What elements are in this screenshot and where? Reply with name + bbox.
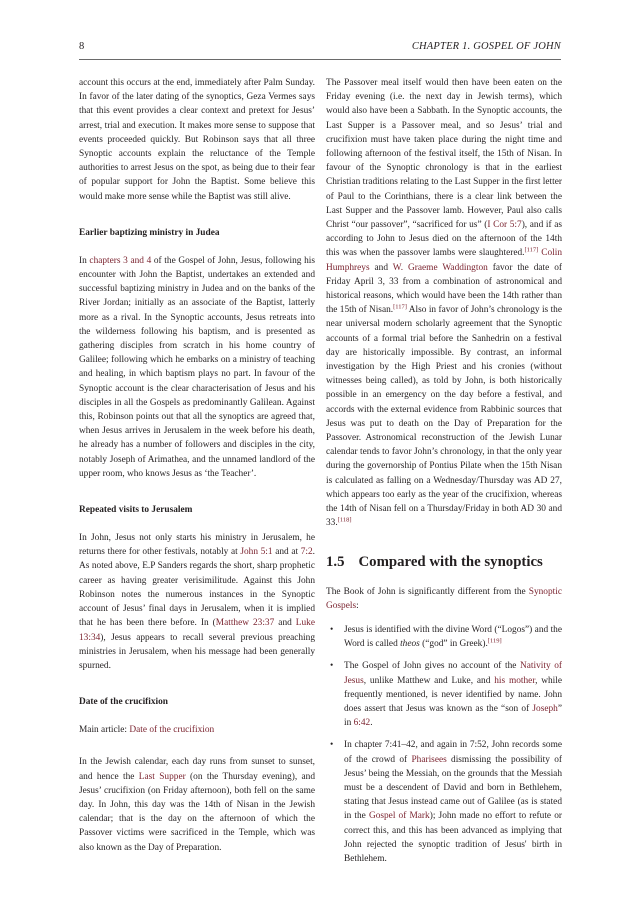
page-number: 8 (79, 41, 85, 52)
list-item: • In chapter 7:41–42, and again in 7:52, John records some of the crowd of Pharisees dismissing the possibility of Jesus’ being the Messiah, on the grounds that the Messiah must be a descendent of David and born in Bethlehem, stating that Jesus instead came out of Galilee (as is stated in the Gospel of Mark); John made no effort to refute or correct this, and this has been advanced as implying that John rejected the synoptic tradition of Jesus' birth in Bethlehem. (326, 738, 562, 866)
list-item: • Jesus is identified with the divine Word (“Logos”) and the Word is called theos (“god” in Greek).[119] (326, 623, 562, 651)
section-number: 1.5 (326, 553, 345, 570)
paragraph: account this occurs at the end, immediately after Palm Sunday. In favor of the later dating of the synoptics, Geza Vermes says that this event provides a clear context and pretext for Jesus’ arrest, trial and execution. It makes more sense to suppose that events proceeded quickly. But Robinson says that all three Synoptic accounts explain the reluctance of the Temple authorities to arrest Jesus on the spot, as being due to their fear of popular support for John the Baptist. Some believe this would make more sense while the Baptist was still alive. (79, 78, 315, 202)
right-column (326, 76, 562, 874)
link-last-supper[interactable]: Last Supper (138, 771, 186, 782)
link-7-2[interactable]: 7:2 (300, 547, 313, 558)
paragraph: The Passover meal itself would then have been eaten on the Friday evening (i.e. the next day in Jewish terms), which would also have been a Sabbath. In the Synoptic accounts, the Last Supper is a Passover meal, and so Jesus’ trial and crucifixion must have taken place during the night time and following afternoon of the festival itself, the 15th of Nisan. In favour of the Synoptic chronology is that in the earliest Christian traditions relating to the Last Supper in the first letter of Paul to the Corinthians, there is a clear link between the Last Supper and the Passover lamb. However, Paul also calls Christ “our passover”, “sacrificed for us” (I Cor 5:7), and if as according to John to Jesus died on the afternoon of the 14th this was when the passover lambs were slaughtered.[117] Colin Humphreys and W. Graeme Waddington favor the date of Friday April 3, 33 from a combination of astronomical and historical reasons, which would have been the 14th rather than the 15th of Nisan.[117] Also in favor of John’s chronology is the near universal modern scholarly agreement that the Synoptic accounts of a formal trial before the Sanhedrin on a festival day are historically impossible. By contrast, an informal investigation by the High Priest and his cronies (without witnesses being called), as told by John, is both historically possible in an emergency on the day before a festival, and accords with the external evidence from Rabbinic sources that Jesus was put to death on the Day of Preparation for the Passover. Astronomical reconstruction of the Jewish Lunar calendar tends to favor John’s chronology, in that the only year during the governorship of Pontius Pilate when the 15th Nisan is calculated as falling on a Wednesday/Thursday was AD 27, which appears too early as the year of the crucifixion, whereas the 14th of Nisan fell on a Thursday/Friday in both AD 30 and 33.[118] (326, 78, 563, 529)
link-synoptic-gospels[interactable]: Synoptic Gospels (326, 586, 562, 611)
link-colin-humphreys[interactable]: Colin Humphreys (326, 248, 562, 273)
main-article-note: Main article: Date of the crucifixion (79, 725, 215, 736)
subsection-heading-baptizing: Earlier baptizing ministry in Judea (79, 227, 220, 238)
link-i-cor-5-7[interactable]: I Cor 5:7 (487, 220, 522, 231)
subsection-heading-visits: Repeated visits to Jerusalem (79, 505, 193, 516)
link-joseph[interactable]: Joseph (532, 703, 558, 714)
citation-117[interactable]: [117] (524, 246, 539, 254)
section-heading (326, 553, 562, 571)
paragraph: The Book of John is significantly different from the Synoptic Gospels: (326, 586, 562, 611)
link-chapters-3-and-4[interactable]: chapters 3 and 4 (89, 255, 152, 266)
link-nativity-of-jesus[interactable]: Nativity of Jesus (344, 661, 562, 686)
list-item: • The Gospel of John gives no account of the Nativity of Jesus, unlike Matthew and Luke, and his mother, while frequently mentioned, is never identified by name. John does assert that Jesus was known as the “son of Joseph” in 6:42. (326, 659, 562, 730)
link-gospel-of-mark[interactable]: Gospel of Mark (368, 811, 430, 822)
paragraph: In the Jewish calendar, each day runs from sunset to sunset, and hence the Last Supper (on the Thursday evening), and Jesus’ crucifixion (on Friday afternoon), both fell on the same day. In John, this day was the 14th of Nisan in the Jewish calendar; that is the day on the afternoon of which the Passover victims were sacrificed in the Temple, which was also known as the Day of Preparation. (79, 757, 316, 853)
chapter-title: CHAPTER 1. GOSPEL OF JOHN (411, 41, 561, 52)
citation-117[interactable]: [117] (393, 303, 407, 311)
link-matthew-23-37[interactable]: Matthew 23:37 (215, 618, 275, 629)
section-title: Compared with the synoptics (358, 553, 543, 570)
paragraph: In John, Jesus not only starts his ministry in Jerusalem, he returns there for other festivals, notably at John 5:1 and at 7:2. As noted above, E.P Sanders regards the short, sharp prophetic career as having greater verisimilitude. Against this John Robinson notes the numerous instances in the Synoptic account of Jesus’ final days in Jerusalem, when it is implied that he has been there before. In (Matthew 23:37 and Luke 13:34), Jesus appears to recall several previous preaching ministries in Jerusalem, when his message had been generally spurned. (79, 533, 315, 671)
link-luke-13-34[interactable]: Luke 13:34 (79, 618, 315, 643)
link-graeme-waddington[interactable]: W. Graeme Waddington (392, 262, 488, 273)
running-header (79, 40, 561, 54)
citation-118[interactable]: [118] (337, 516, 352, 524)
link-6-42[interactable]: 6:42 (353, 718, 371, 729)
link-his-mother[interactable]: his mother (494, 675, 536, 686)
subsection-heading-date: Date of the crucifixion (79, 697, 169, 708)
header-rule (79, 59, 561, 60)
left-column (79, 76, 315, 855)
citation-119[interactable]: [119] (487, 637, 502, 645)
link-date-of-crucifixion[interactable]: Date of the crucifixion (129, 725, 215, 736)
link-pharisees[interactable]: Pharisees (411, 754, 447, 765)
link-john-5-1[interactable]: John 5:1 (240, 547, 273, 558)
bullet-list (326, 623, 562, 866)
paragraph: In chapters 3 and 4 of the Gospel of John, Jesus, following his encounter with John the Baptist, undertakes an extended and successful baptizing ministry in Judea and on the banks of the River Jordan; initially as an associate of the Baptist, latterly more as a rival. In the Synoptic accounts, Jesus retreats into the wilderness following his baptism, and is presented as gathering disciples from scratch in his home country of Galilee; following which he embarks on a ministry of teaching and healing, in which baptism plays no part. In favour of the Synoptic account is the clear characterisation of Jesus and his disciples in all the Gospels as predominantly Galilean. Against this, Robinson points out that all the synoptics are agreed that, when Jesus arrives in Jerusalem in the week before his death, he already has a number of followers and disciples in the city, notably Joseph of Arimathea, and the unnamed landlord of the upper room, who knows Jesus as ‘the Teacher’. (79, 255, 315, 479)
